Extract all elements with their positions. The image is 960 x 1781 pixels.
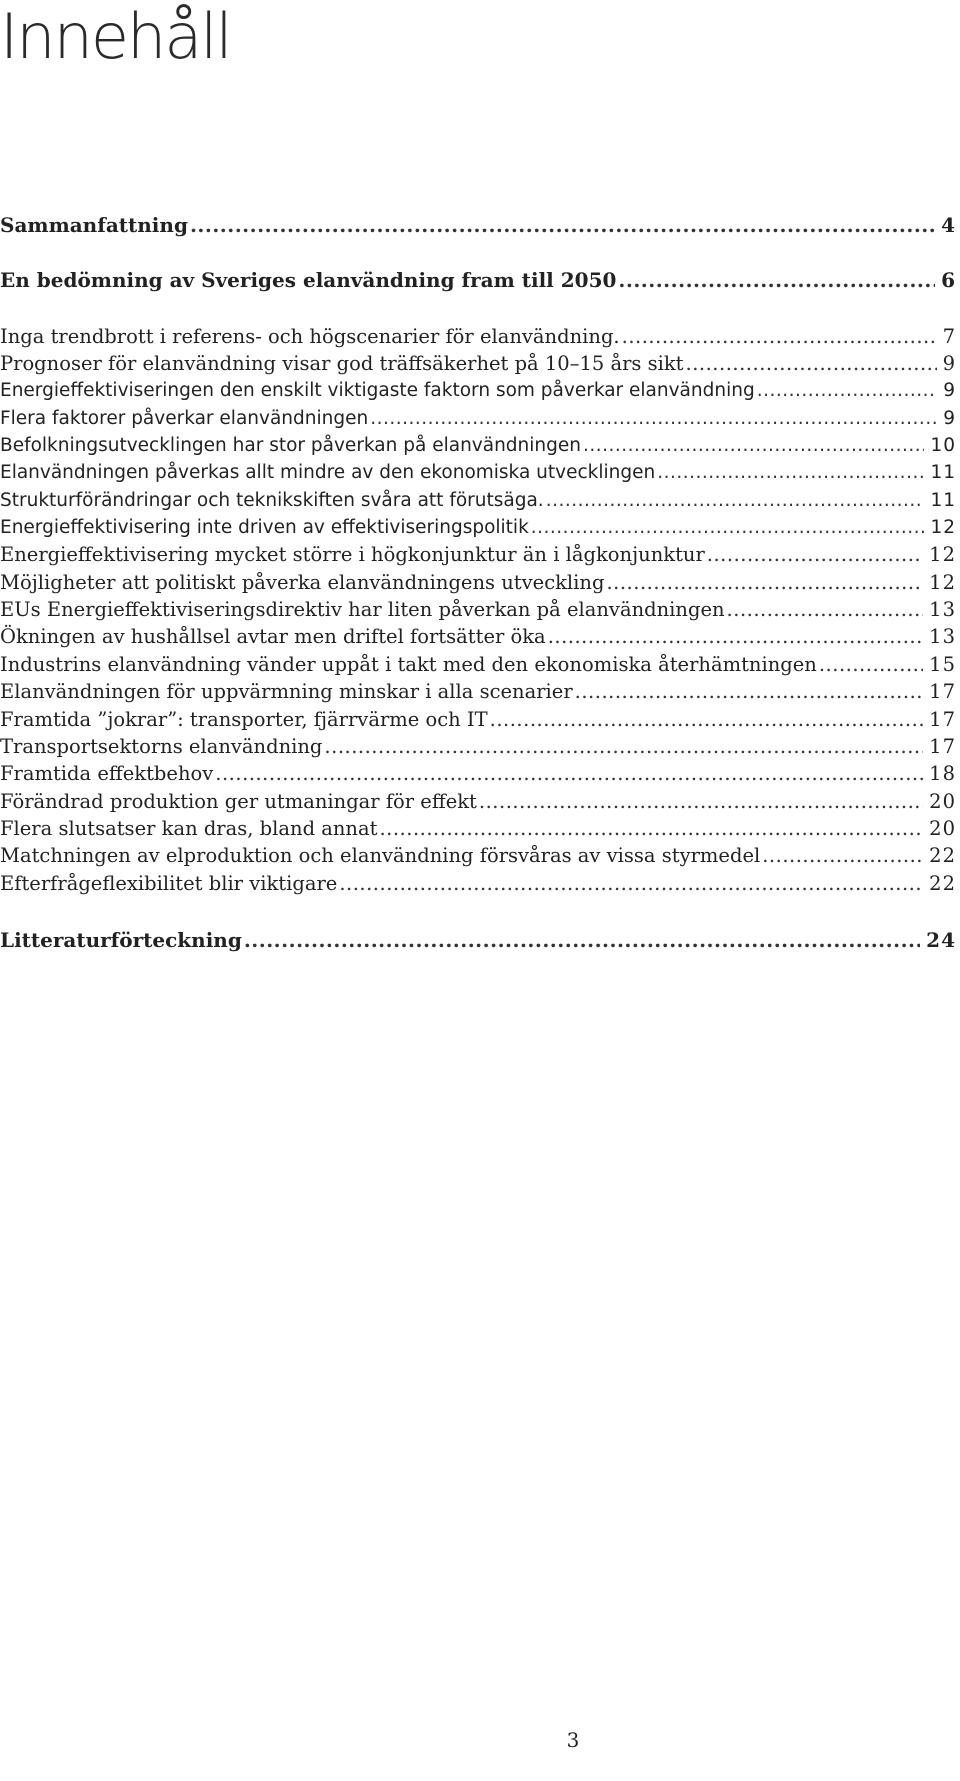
toc-entry-title: Framtida effektbehov <box>0 762 214 786</box>
table-of-contents <box>0 212 956 954</box>
toc-leader-dots <box>370 405 937 432</box>
toc-leader-dots <box>727 596 924 623</box>
toc-entry[interactable] <box>0 815 956 842</box>
toc-leader-dots <box>548 623 923 650</box>
toc-entry[interactable] <box>0 405 956 432</box>
toc-entry-title: EUs Energieffektiviseringsdirektiv har liten påverkan på elanvändningen <box>0 598 725 622</box>
page-number: 3 <box>566 1728 580 1752</box>
toc-leader-dots <box>819 651 923 678</box>
toc-entry-title: Flera faktorer påverkar elanvändningen <box>0 407 369 429</box>
toc-entry-title: Prognoser för elanvändning visar god träffsäkerhet på 10–15 års sikt <box>0 352 684 376</box>
toc-leader-dots <box>618 267 935 294</box>
toc-leader-dots <box>583 432 924 459</box>
toc-entry-title: Sammanfattning <box>0 213 188 237</box>
toc-entry-page: 12 <box>929 570 956 594</box>
toc-entry-title: Matchningen av elproduktion och elanvändning försvåras av vissa styrmedel <box>0 844 761 868</box>
toc-entry-page: 12 <box>929 543 956 567</box>
toc-leader-dots <box>622 323 937 350</box>
toc-leader-dots <box>606 569 923 596</box>
toc-entry-page: 10 <box>930 435 956 457</box>
toc-entry-page: 4 <box>941 213 956 237</box>
toc-entry-title: Strukturförändringar och teknikskiften svåra att förutsäga. <box>0 489 544 511</box>
toc-entry[interactable] <box>0 377 956 404</box>
toc-entry[interactable] <box>0 842 956 869</box>
toc-entry[interactable] <box>0 459 956 486</box>
toc-entry[interactable] <box>0 678 956 705</box>
toc-entry-page: 9 <box>942 352 956 376</box>
toc-entry-title: Befolkningsutvecklingen har stor påverkan på elanvändningen <box>0 435 581 457</box>
toc-entry[interactable] <box>0 760 956 787</box>
toc-entry[interactable] <box>0 733 956 760</box>
toc-entry-title: Flera slutsatser kan dras, bland annat <box>0 816 378 840</box>
toc-entry[interactable] <box>0 596 956 623</box>
toc-entry[interactable] <box>0 623 956 650</box>
toc-entry-title: Energieffektiviseringen den enskilt viktigaste faktorn som påverkar elanvändning <box>0 380 755 402</box>
toc-entry-page: 18 <box>929 762 956 786</box>
toc-entry-page: 9 <box>943 380 956 402</box>
toc-entry-page: 11 <box>930 489 956 511</box>
toc-entry-page: 20 <box>929 816 956 840</box>
toc-leader-dots <box>339 870 923 897</box>
toc-entry[interactable] <box>0 323 956 350</box>
toc-leader-dots <box>575 678 924 705</box>
toc-leader-dots <box>707 541 923 568</box>
toc-leader-dots <box>215 760 923 787</box>
toc-entry-page: 12 <box>930 517 956 539</box>
toc-leader-dots <box>479 788 923 815</box>
toc-entry-page: 11 <box>930 462 956 484</box>
toc-entry-page: 20 <box>929 789 956 813</box>
toc-leader-dots <box>379 815 923 842</box>
page-title: Innehåll <box>0 0 231 73</box>
toc-entry-page: 7 <box>942 324 956 348</box>
toc-entry[interactable] <box>0 212 956 239</box>
toc-leader-dots <box>657 459 924 486</box>
toc-entry[interactable] <box>0 267 956 294</box>
toc-entry[interactable] <box>0 927 956 954</box>
toc-entry[interactable] <box>0 870 956 897</box>
toc-entry-title: Ökningen av hushållsel avtar men driftel fortsätter öka <box>0 625 546 649</box>
toc-entry-page: 24 <box>926 927 956 952</box>
toc-entry-title: Litteraturförteckning <box>0 927 242 952</box>
toc-entry-page: 22 <box>929 844 956 868</box>
toc-leader-dots <box>244 927 920 954</box>
toc-leader-dots <box>757 377 938 404</box>
toc-entry[interactable] <box>0 541 956 568</box>
toc-entry-title: Förändrad produktion ger utmaningar för effekt <box>0 789 477 813</box>
toc-entry[interactable] <box>0 569 956 596</box>
toc-leader-dots <box>546 487 925 514</box>
toc-leader-dots <box>324 733 923 760</box>
toc-entry[interactable] <box>0 432 956 459</box>
toc-entry-title: Industrins elanvändning vänder uppåt i takt med den ekonomiska återhämtningen <box>0 652 817 676</box>
toc-entry-title: Elanvändningen påverkas allt mindre av den ekonomiska utvecklingen <box>0 462 656 484</box>
toc-leader-dots <box>190 212 935 239</box>
toc-entry-page: 15 <box>929 652 956 676</box>
toc-entry-title: Inga trendbrott i referens- och högscenarier för elanvändning. <box>0 324 620 348</box>
toc-entry-page: 22 <box>929 871 956 895</box>
toc-entry-page: 6 <box>941 268 956 293</box>
toc-entry-page: 13 <box>929 625 956 649</box>
toc-entry-page: 17 <box>929 680 956 704</box>
toc-entry[interactable] <box>0 487 956 514</box>
toc-entry-page: 9 <box>943 407 956 429</box>
toc-leader-dots <box>531 514 925 541</box>
toc-leader-dots <box>490 706 924 733</box>
toc-entry-title: Efterfrågeflexibilitet blir viktigare <box>0 871 338 895</box>
toc-entry-title: Elanvändningen för uppvärmning minskar i alla scenarier <box>0 680 573 704</box>
toc-entry[interactable] <box>0 350 956 377</box>
toc-entry-title: Transportsektorns elanvändning <box>0 734 323 758</box>
toc-entry[interactable] <box>0 514 956 541</box>
toc-entry-page: 13 <box>929 598 956 622</box>
toc-entry-title: Framtida ”jokrar”: transporter, fjärrvärme och IT <box>0 707 488 731</box>
toc-entry[interactable] <box>0 788 956 815</box>
toc-leader-dots <box>762 842 923 869</box>
toc-entry-page: 17 <box>929 707 956 731</box>
toc-entry[interactable] <box>0 651 956 678</box>
toc-entry-title: Möjligheter att politiskt påverka elanvändningens utveckling <box>0 570 605 594</box>
toc-entry-title: Energieffektivisering mycket större i högkonjunktur än i lågkonjunktur <box>0 543 705 567</box>
toc-entry-title: En bedömning av Sveriges elanvändning fram till 2050 <box>0 268 617 293</box>
toc-entry-title: Energieffektivisering inte driven av effektiviseringspolitik <box>0 517 529 539</box>
toc-leader-dots <box>686 350 937 377</box>
toc-entry[interactable] <box>0 706 956 733</box>
toc-entry-page: 17 <box>929 734 956 758</box>
